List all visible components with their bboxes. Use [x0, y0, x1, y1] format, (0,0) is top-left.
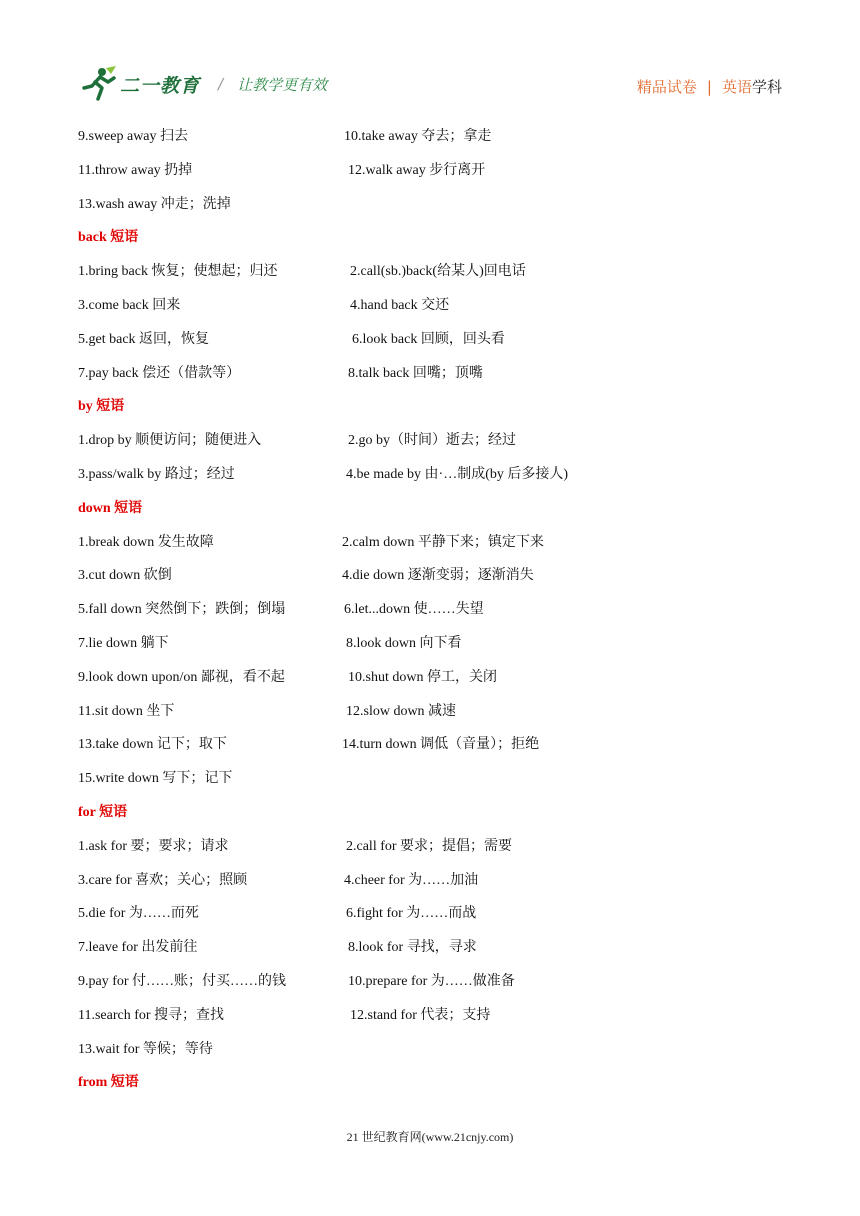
- phrase-row: [78, 864, 782, 898]
- phrase-right: 6.look back 回顾，回头看: [352, 331, 505, 347]
- logo-text: 二一教育: [120, 74, 201, 97]
- phrase-left: 9.pay for 付……账；付买……的钱: [78, 973, 287, 989]
- runner-logo-icon: [78, 66, 118, 102]
- phrase-right: 6.let...down 使……失望: [344, 602, 484, 618]
- phrase-row: [78, 695, 782, 729]
- phrase-row: [78, 120, 782, 154]
- phrase-left: 5.die for 为……而死: [78, 906, 199, 922]
- phrase-left: 13.take down 记下；取下: [78, 737, 227, 753]
- phrase-row: [78, 999, 782, 1033]
- phrase-row: [78, 1033, 782, 1067]
- phrase-left: 11.search for 搜寻；查找: [78, 1007, 225, 1023]
- phrase-right: 10.prepare for 为……做准备: [348, 973, 515, 989]
- phrase-left: 7.lie down 躺下: [78, 635, 169, 651]
- phrase-right: 2.call for 要求；提倡；需要: [346, 838, 513, 854]
- phrase-left: 5.fall down 突然倒下；跌倒；倒塌: [78, 602, 286, 618]
- phrase-right: 4.be made by 由·…制成(by 后多接人): [346, 466, 569, 482]
- phrase-row: [78, 188, 782, 222]
- phrase-left: 1.break down 发生故障: [78, 534, 214, 550]
- phrase-row: [78, 830, 782, 864]
- subject-suffix: 学科: [751, 78, 782, 96]
- phrase-right: 2.call(sb.)back(给某人)回电话: [350, 264, 526, 280]
- quality-label: 精品试卷: [636, 78, 697, 96]
- phrase-right: 8.look down 向下看: [346, 635, 462, 651]
- phrase-row: [78, 762, 782, 796]
- phrase-left: 3.come back 回来: [78, 297, 181, 313]
- phrase-left: 15.write down 写下；记下: [78, 771, 233, 787]
- phrase-left: 7.leave for 出发前往: [78, 940, 198, 956]
- phrase-row: [78, 728, 782, 762]
- phrase-right: 4.cheer for 为……加油: [344, 872, 479, 888]
- page-header: [78, 64, 782, 104]
- phrase-left: 3.care for 喜欢；关心；照顾: [78, 872, 248, 888]
- phrase-right: 14.turn down 调低（音量）；拒绝: [342, 737, 540, 753]
- phrase-left: 1.drop by 顺便访问；随便进入: [78, 433, 262, 449]
- phrase-row: [78, 965, 782, 999]
- phrase-row: [78, 289, 782, 323]
- phrase-row: [78, 323, 782, 357]
- phrase-row: [78, 154, 782, 188]
- phrase-right: 6.fight for 为……而战: [346, 906, 477, 922]
- phrase-row: [78, 627, 782, 661]
- phrase-row: [78, 255, 782, 289]
- phrase-right: 12.stand for 代表；支持: [350, 1007, 491, 1023]
- phrase-left: 7.pay back 偿还（借款等）: [78, 365, 241, 381]
- subject-english: 英语: [721, 78, 752, 96]
- tagline: 让教学更有效: [237, 75, 328, 94]
- phrase-row: [78, 357, 782, 391]
- phrase-right: 10.shut down 停工，关闭: [348, 669, 497, 685]
- phrase-row: [78, 931, 782, 965]
- page-footer: 21 世纪教育网(www.21cnjy.com): [346, 1130, 514, 1144]
- phrase-row: [78, 897, 782, 931]
- header-slash: /: [218, 75, 224, 93]
- phrase-row: [78, 424, 782, 458]
- phrase-left: 11.throw away 扔掉: [78, 162, 193, 178]
- phrase-left: 5.get back 返回，恢复: [78, 331, 210, 347]
- phrase-left: 13.wait for 等候；等待: [78, 1041, 213, 1057]
- phrase-list: [78, 120, 782, 1100]
- phrase-right: 12.slow down 减速: [346, 703, 457, 719]
- phrase-right: 2.go by（时间）逝去；经过: [348, 433, 516, 449]
- section-heading: from 短语: [78, 1075, 139, 1091]
- phrase-row: [78, 526, 782, 560]
- phrase-right: 10.take away 夺去；拿走: [344, 129, 492, 144]
- phrase-right: 2.calm down 平静下来；镇定下来: [342, 534, 544, 550]
- phrase-left: 3.cut down 砍倒: [78, 568, 172, 584]
- phrase-left: 11.sit down 坐下: [78, 703, 175, 719]
- phrase-row: [78, 458, 782, 492]
- header-subject: [637, 76, 782, 97]
- section-heading: down 短语: [78, 500, 143, 516]
- section-heading: for 短语: [78, 804, 128, 820]
- phrase-row: [78, 593, 782, 627]
- phrase-right: 4.hand back 交还: [350, 297, 450, 313]
- phrase-left: 13.wash away 冲走；洗掉: [78, 196, 231, 212]
- phrase-right: 12.walk away 步行离开: [348, 162, 486, 178]
- phrase-left: 1.ask for 要；要求；请求: [78, 838, 229, 854]
- section-heading: by 短语: [78, 399, 125, 415]
- phrase-left: 9.look down upon/on 鄙视，看不起: [78, 669, 285, 685]
- phrase-row: [78, 661, 782, 695]
- phrase-left: 3.pass/walk by 路过；经过: [78, 466, 235, 482]
- header-separator: |: [706, 77, 712, 96]
- phrase-right: 8.talk back 回嘴；顶嘴: [348, 365, 483, 381]
- phrase-left: 9.sweep away 扫去: [78, 129, 189, 144]
- phrase-right: 4.die down 逐渐变弱；逐渐消失: [342, 568, 534, 584]
- phrase-left: 1.bring back 恢复；使想起；归还: [78, 264, 278, 280]
- logo: [78, 64, 327, 104]
- phrase-right: 8.look for 寻找，寻求: [348, 940, 477, 956]
- phrase-row: [78, 559, 782, 593]
- section-heading: back 短语: [78, 230, 139, 246]
